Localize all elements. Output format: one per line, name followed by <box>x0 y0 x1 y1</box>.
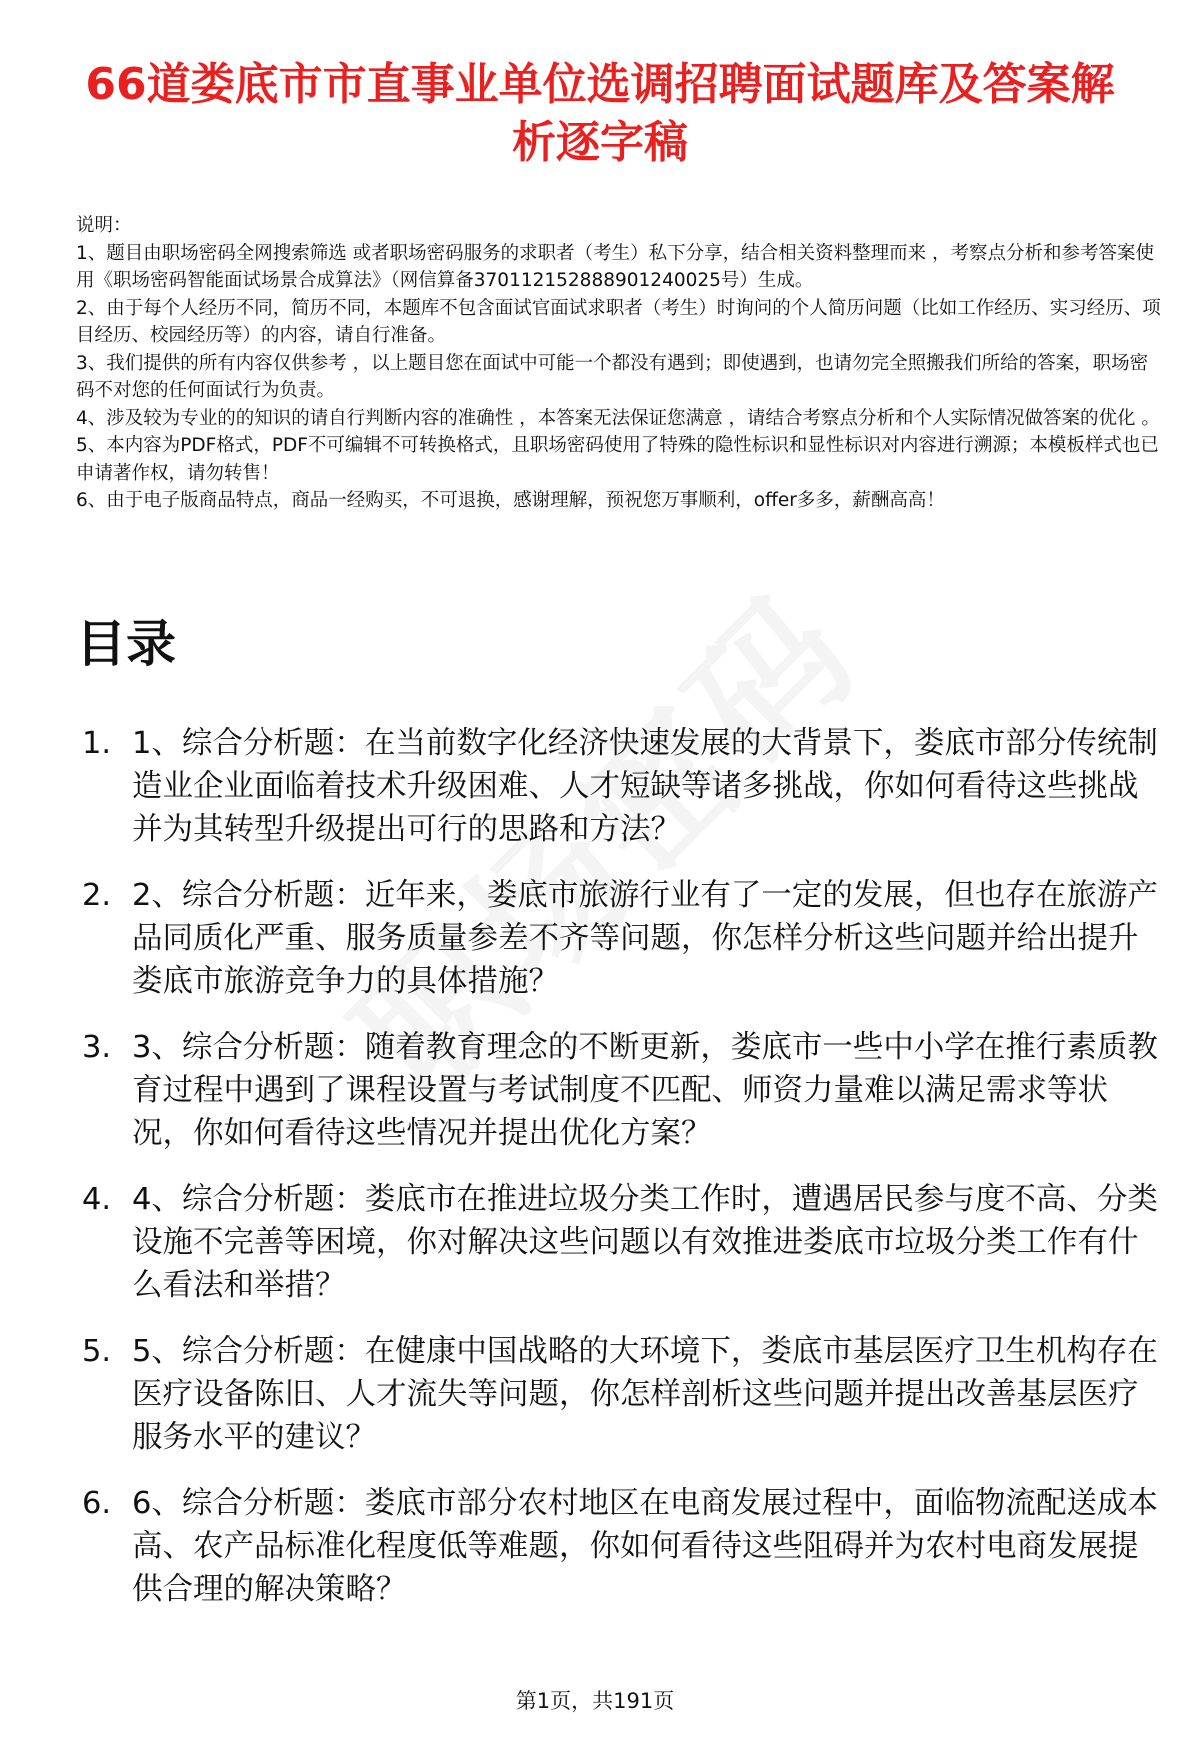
document-title: 66道娄底市市直事业单位选调招聘面试题库及答案解析逐字稿 <box>85 59 1115 168</box>
notes-label: 说明： <box>76 215 132 236</box>
note-item: 3、我们提供的所有内容仅供参考 ，以上题目您在面试中可能一个都没有遇到；即使遇到，也请勿完全照搬我们所给的答案，职场密码不对您的任何面试行为负责。 <box>76 352 1149 401</box>
toc-item-number: 1. <box>82 726 112 761</box>
toc-item-text: 1、综合分析题：在当前数字化经济快速发展的大背景下，娄底市部分传统制造业企业面临着技术升级困难、人才短缺等诸多挑战，你如何看待这些挑战并为其转型升级提出可行的思路和方法？ <box>132 726 1158 847</box>
toc-item-number: 2. <box>82 878 112 913</box>
toc-item-number: 5. <box>82 1334 112 1369</box>
toc-item-text: 6、综合分析题：娄底市部分农村地区在电商发展过程中，面临物流配送成本高、农产品标准化程度低等难题，你如何看待这些阻碍并为农村电商发展提供合理的解决策略？ <box>132 1486 1158 1607</box>
note-item: 6、由于电子版商品特点，商品一经购买，不可退换，感谢理解，预祝您万事顺利，offer多多，薪酬高高！ <box>76 490 945 511</box>
toc-item-number: 3. <box>82 1030 112 1065</box>
notes-section <box>76 212 1161 515</box>
toc-item-2[interactable] <box>76 874 1166 1003</box>
toc-item-text: 2、综合分析题：近年来，娄底市旅游行业有了一定的发展，但也存在旅游产品同质化严重、服务质量参差不齐等问题，你怎样分析这些问题并给出提升娄底市旅游竞争力的具体措施？ <box>132 878 1158 999</box>
toc-item-1[interactable] <box>76 722 1166 851</box>
toc-item-number: 4. <box>82 1182 112 1217</box>
toc-item-text: 3、综合分析题：随着教育理念的不断更新，娄底市一些中小学在推行素质教育过程中遇到了课程设置与考试制度不匹配、师资力量难以满足需求等状况，你如何看待这些情况并提出优化方案？ <box>132 1030 1158 1151</box>
toc-item-6[interactable] <box>76 1482 1166 1611</box>
toc-list <box>76 722 1166 1634</box>
note-item: 4、涉及较为专业的的知识的请自行判断内容的准确性 ，本答案无法保证您满意 ，请结合考察点分析和个人实际情况做答案的优化 。 <box>76 407 1160 429</box>
toc-item-5[interactable] <box>76 1330 1166 1459</box>
note-item: 5、本内容为PDF格式，PDF不可编辑不可转换格式，且职场密码使用了特殊的隐性标识和显性标识对内容进行溯源；本模板样式也已申请著作权，请勿转售！ <box>76 435 1159 484</box>
toc-item-text: 4、综合分析题：娄底市在推进垃圾分类工作时，遭遇居民参与度不高、分类设施不完善等困境，你对解决这些问题以有效推进娄底市垃圾分类工作有什么看法和举措？ <box>132 1182 1158 1303</box>
note-item: 2、由于每个人经历不同，简历不同，本题库不包含面试官面试求职者（考生）时询问的个人简历问题（比如工作经历、实习经历、项目经历、校园经历等）的内容，请自行准备。 <box>76 297 1161 346</box>
page-indicator: 第1页，共191页 <box>515 1689 675 1713</box>
toc-heading: 目录 <box>76 615 176 673</box>
note-item: 1、题目由职场密码全网搜索筛选 或者职场密码服务的求职者（考生）私下分享，结合相关资料整理而来 ，考察点分析和参考答案使用《职场密码智能面试场景合成算法》（网信算备370112152888901240025号）生成。 <box>76 242 1155 291</box>
toc-item-3[interactable] <box>76 1026 1166 1155</box>
toc-item-number: 6. <box>82 1486 112 1521</box>
toc-item-4[interactable] <box>76 1178 1166 1307</box>
toc-item-text: 5、综合分析题：在健康中国战略的大环境下，娄底市基层医疗卫生机构存在医疗设备陈旧、人才流失等问题，你怎样剖析这些问题并提出改善基层医疗服务水平的建议？ <box>132 1334 1158 1455</box>
